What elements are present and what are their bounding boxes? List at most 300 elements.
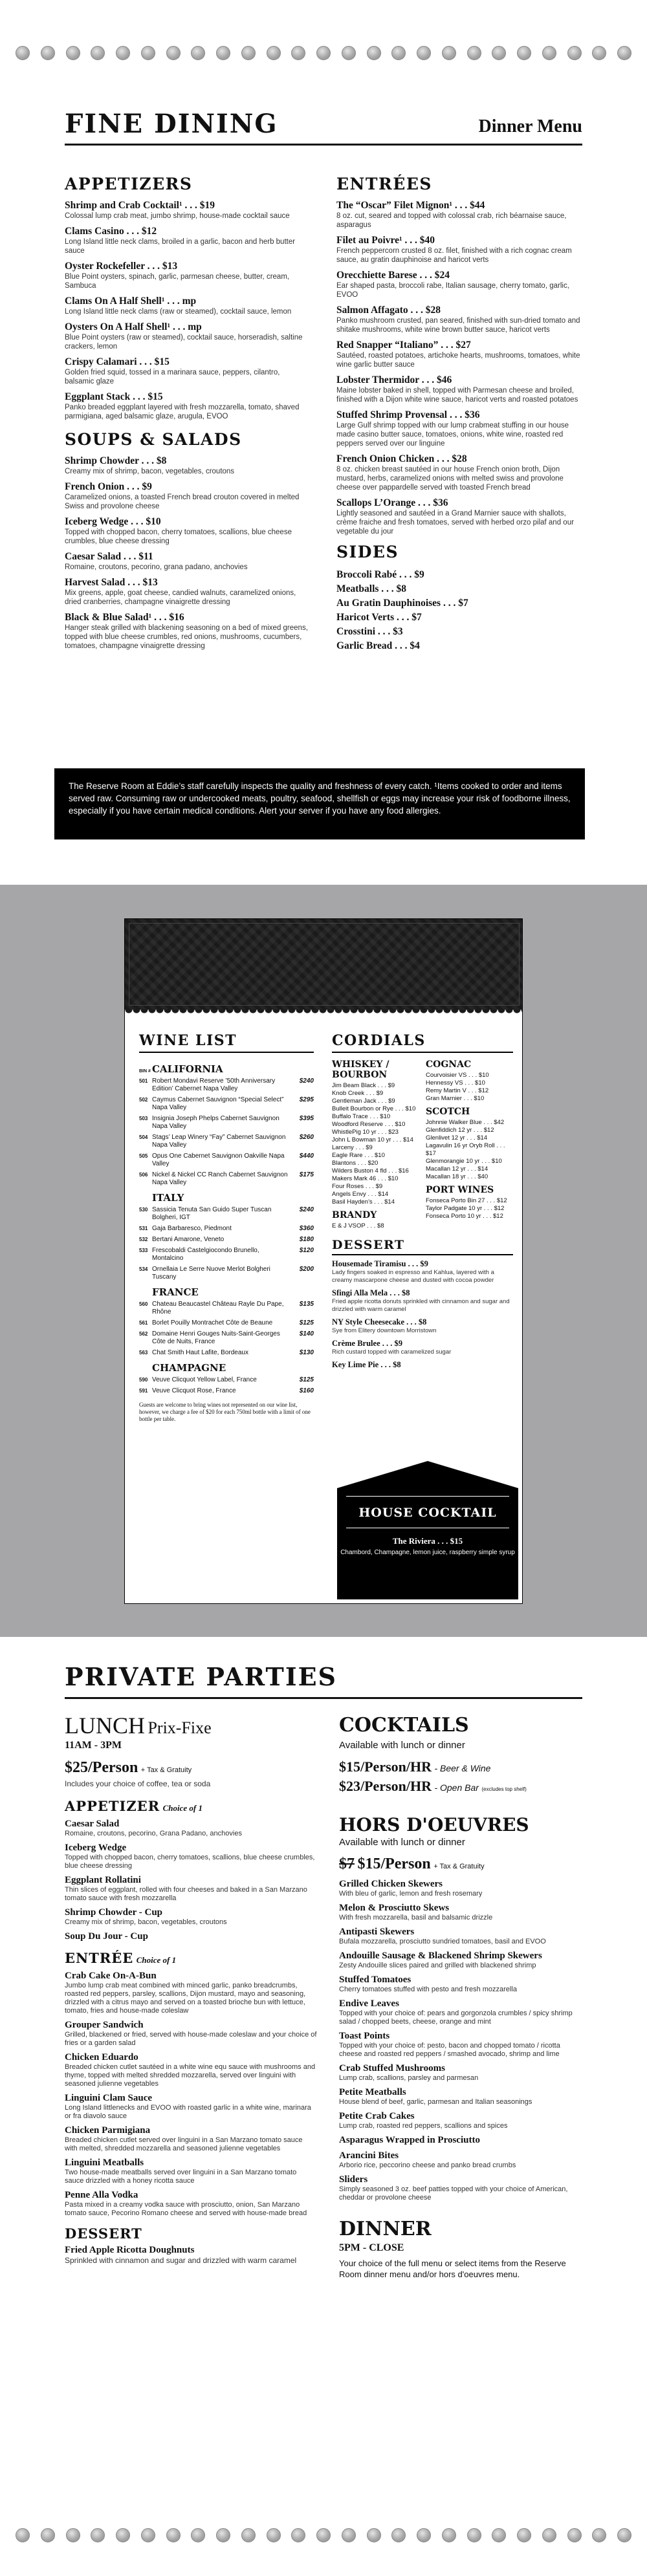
menu-item-name: Salmon Affagato . . . $28: [336, 305, 441, 316]
wine-row: [139, 1330, 314, 1346]
hors-old-price: $7: [339, 1856, 355, 1872]
wine-bin: 533: [139, 1248, 148, 1253]
menu-item-desc: Lightly seasoned and sautéed in a Grand Marnier sauce with shallots, crème fraiche and fresh tomatoes, served with herbed orzo pilaf and our vegetable du jour: [336, 510, 574, 536]
binder-hole: [417, 46, 431, 60]
side-item: Meatballs . . . $8: [336, 583, 407, 594]
binder-hole: [391, 46, 406, 60]
hors-heading: HORS D'OEUVRES: [339, 1814, 529, 1835]
binder-hole: [442, 46, 456, 60]
wine-row: [139, 1319, 314, 1327]
dessert-name: Key Lime Pie . . . $8: [332, 1360, 401, 1369]
menu-item-desc: Panko breaded eggplant layered with fresh mozzarella, tomato, shaved parmigiana, aged balsamic glaze, arugula, EVOO: [65, 404, 300, 420]
binder-hole: [467, 2528, 481, 2542]
sides-heading: SIDES: [336, 543, 399, 561]
wine-price: $125: [299, 1319, 314, 1326]
binder-hole: [316, 2528, 331, 2542]
binder-hole: [291, 2528, 305, 2542]
pp-item-desc: Zesty Andouille slices paired and grilled with blackened shrimp: [339, 1962, 536, 1969]
binder-hole: [417, 2528, 431, 2542]
wine-price: $295: [299, 1096, 314, 1103]
cordial-item: Blantons . . . $20: [332, 1160, 378, 1167]
menu-item-name: Harvest Salad . . . $13: [65, 577, 158, 588]
lunch-appetizer-heading: APPETIZER: [65, 1798, 160, 1814]
house-cocktail-desc: Chambord, Champagne, lemon juice, raspberry simple syrup: [340, 1549, 515, 1556]
menu-item-desc: Colossal lump crab meat, jumbo shrimp, house-made cocktail sauce: [65, 212, 290, 220]
pp-item-name: Andouille Sausage & Blackened Shrimp Skewers: [339, 1951, 542, 1961]
dinner-menu-subtitle: Dinner Menu: [478, 116, 582, 136]
menu-item: [65, 296, 311, 316]
wine-price: $240: [299, 1206, 314, 1213]
dessert-rule: [332, 1254, 513, 1255]
pp-item-name: Grouper Sandwich: [65, 2020, 144, 2030]
wine-name: Veuve Clicquot Rose, France: [152, 1387, 236, 1394]
lunch-appetizer-choice: Choice of 1: [162, 1803, 203, 1813]
cordial-item: E & J VSOP . . . $8: [332, 1222, 384, 1229]
lunch-dessert-desc: Sprinkled with cinnamon and sugar and drizzled with warm caramel: [65, 2256, 297, 2265]
pp-item-desc: Thin slices of eggplant, rolled with four cheeses and baked in a San Marzano tomato sauce with fresh mozzarella: [65, 1886, 307, 1902]
binder-hole: [391, 2528, 406, 2542]
binder-hole: [166, 2528, 181, 2542]
house-cocktail-name: The Riviera . . . $15: [392, 1536, 463, 1546]
pp-item: [65, 2092, 317, 2121]
cordial-item: Bulleit Bourbon or Rye . . . $10: [332, 1105, 416, 1112]
cordial-group-heading: COGNAC: [426, 1059, 472, 1070]
cordial-item: Lagavulin 16 yr Oryb Roll . . . $17: [426, 1142, 505, 1157]
menu-item-name: Caesar Salad . . . $11: [65, 551, 153, 562]
card-scallop-edge: [125, 1010, 523, 1017]
wine-bin: 502: [139, 1097, 148, 1103]
pp-item-name: Linguini Meatballs: [65, 2158, 144, 2168]
binder-hole: [141, 2528, 155, 2542]
dessert-heading: DESSERT: [332, 1238, 405, 1252]
menu-item-desc: 8 oz. cut, seared and topped with colossal crab, rich béarnaise sauce, asparagus: [336, 212, 567, 229]
menu-item-name: Oyster Rockefeller . . . $13: [65, 261, 178, 272]
pp-item-name: Crab Cake On-A-Bun: [65, 1971, 157, 1981]
cordial-item: Larceny . . . $9: [332, 1144, 373, 1151]
cordial-group-heading: PORT WINES: [426, 1185, 494, 1195]
wine-bin: 501: [139, 1078, 148, 1084]
house-cocktail-box: [337, 1488, 518, 1599]
pp-item-name: Arancini Bites: [339, 2150, 399, 2161]
menu-item-desc: Ear shaped pasta, broccoli rabe, Italian sausage, cherry tomato, garlic, EVOO: [336, 282, 569, 299]
wine-bin: 591: [139, 1388, 148, 1394]
pp-item-name: Chicken Parmigiana: [65, 2125, 151, 2136]
cordial-item: Glenfiddich 12 yr . . . $12: [426, 1127, 494, 1134]
binder-hole: [517, 2528, 531, 2542]
appetizers-heading: APPETIZERS: [65, 175, 193, 193]
menu-item: [65, 200, 311, 221]
binder-hole: [567, 46, 582, 60]
pp-item-desc: Lump crab, roasted red peppers, scallions and spices: [339, 2122, 508, 2130]
cordials-heading: CORDIALS: [332, 1032, 426, 1049]
pp-item: [339, 1902, 585, 1922]
cordial-item: Gran Marnier . . . $10: [426, 1095, 485, 1102]
menu-item-desc: Caramelized onions, a toasted French bread crouton covered in melted Swiss and provolone cheese: [65, 493, 300, 510]
dessert-name: Sfingi Alla Mela . . . $8: [332, 1288, 410, 1297]
wine-name: Stags’ Leap Winery “Fay” Cabernet Sauvignon Napa Valley: [152, 1134, 286, 1149]
pp-item-name: Penne Alla Vodka: [65, 2190, 138, 2200]
pp-item-name: Chicken Eduardo: [65, 2052, 138, 2062]
wine-category-row: [139, 1058, 314, 1077]
wine-row: [139, 1225, 314, 1233]
binder-hole: [442, 2528, 456, 2542]
menu-item: [65, 577, 311, 607]
wine-row: [139, 1387, 314, 1395]
pp-item-desc: Bufala mozzarella, prosciutto sundried tomatoes, basil and EVOO: [339, 1938, 546, 1945]
menu-item: [336, 200, 582, 230]
binder-hole: [216, 2528, 230, 2542]
house-cocktail-roof: [337, 1461, 518, 1488]
fine-dining-title: FINE DINING: [65, 109, 278, 139]
cordial-item: Taylor Padgate 10 yr . . . $12: [426, 1205, 505, 1212]
cordial-item: Glenmorangie 10 yr . . . $10: [426, 1158, 502, 1165]
pp-item-desc: Two house-made meatballs served over linguini in a San Marzano tomato sauce drizzled with a honey ricotta sauce: [65, 2169, 297, 2185]
cordial-item: WhistlePig 10 yr . . . $23: [332, 1129, 399, 1136]
entrees-heading: ENTRÉES: [336, 175, 432, 193]
pp-item-desc: Pasta mixed in a creamy vodka sauce with prosciutto, onion, San Marzano tomato sauce, Pecorino Romano cheese and served with house-made bread: [65, 2201, 307, 2217]
menu-item-name: French Onion . . . $9: [65, 481, 152, 492]
wine-price: $125: [299, 1376, 314, 1383]
pp-item: [339, 2134, 585, 2146]
dessert-desc: Rich custard topped with caramelized sugar: [332, 1348, 452, 1356]
menu-item-name: Scallops L’Orange . . . $36: [336, 497, 448, 508]
dessert-desc: Fried apple ricotta donuts sprinkled with cinnamon and sugar and drizzled with warm caramel: [332, 1298, 510, 1313]
menu-item: [65, 551, 311, 572]
menu-item-desc: Long Island little neck clams, broiled in a garlic, bacon and herb butter sauce: [65, 238, 296, 255]
pp-item-desc: Cherry tomatoes stuffed with pesto and fresh mozzarella: [339, 1986, 517, 1993]
cordial-item: Fonseca Porto Bin 27 . . . $12: [426, 1197, 507, 1204]
pp-item: [339, 2174, 585, 2202]
cordials-rule: [332, 1052, 513, 1053]
pp-item-name: Antipasti Skewers: [339, 1927, 415, 1937]
pp-item-desc: Breaded chicken cutlet sautéed in a white wine equ sauce with mushrooms and thyme, topped with melted shredded mozzarella, served over linguini with seasoned julienne vegetables: [65, 2063, 316, 2088]
cordial-group-heading: BRANDY: [332, 1210, 377, 1220]
wine-bin: 531: [139, 1226, 148, 1231]
dessert-list: [332, 1259, 513, 1370]
cordials-col-2: [426, 1055, 513, 1230]
pp-item-name: Melon & Prosciutto Skews: [339, 1903, 450, 1913]
pp-item: [65, 1874, 317, 1903]
pp-item: [65, 2125, 317, 2153]
binder-hole: [542, 2528, 556, 2542]
menu-item-desc: Large Gulf shrimp topped with our lump crabmeat stuffing in our house made casino butter sauce, tomatoes, onions, white wine, roasted red peppers served over our linguine: [336, 422, 569, 448]
binder-hole: [367, 46, 381, 60]
wine-row: [139, 1171, 314, 1187]
binder-hole: [542, 46, 556, 60]
binder-hole: [592, 46, 606, 60]
pp-item-desc: Long Island littlenecks and EVOO with roasted garlic in a white wine, marinara or fra diavolo sauce: [65, 2104, 311, 2120]
binder-hole: [241, 46, 256, 60]
menu-item-name: Filet au Poivre¹ . . . $40: [336, 235, 435, 246]
hors-price: $15/Person: [357, 1856, 431, 1872]
wine-name: Gaja Barbaresco, Piedmont: [152, 1225, 232, 1232]
menu-item-name: Oysters On A Half Shell¹ . . . mp: [65, 321, 202, 332]
wine-price: $175: [299, 1171, 314, 1178]
pp-item-name: Linguini Clam Sauce: [65, 2093, 153, 2103]
menu-item-name: Clams On A Half Shell¹ . . . mp: [65, 296, 197, 307]
dinner-time: 5PM - CLOSE: [339, 2242, 404, 2253]
menu-item-name: Stuffed Shrimp Provensal . . . $36: [336, 409, 480, 420]
side-item: Crosstini . . . $3: [336, 626, 403, 637]
side-item: Haricot Verts . . . $7: [336, 612, 422, 623]
menu-item: [65, 455, 311, 476]
wine-category-heading: CHAMPAGNE: [152, 1362, 226, 1374]
binder-hole: [16, 2528, 30, 2542]
wine-name: Chat Smith Haut Lafite, Bordeaux: [152, 1349, 248, 1356]
pp-item: [65, 1970, 317, 2015]
pp-item-name: Sliders: [339, 2174, 368, 2185]
pp-rule: [65, 1697, 582, 1699]
wine-name: Ornellaia Le Serre Nuove Merlot Bolgheri Tuscany: [152, 1266, 270, 1281]
cordial-item: Wilders Buston 4 fld . . . $16: [332, 1167, 409, 1174]
private-parties-title: PRIVATE PARTIES: [65, 1662, 338, 1691]
menu-item-name: Red Snapper “Italiano” . . . $27: [336, 340, 471, 351]
binder-dots-bottom: [0, 2522, 647, 2548]
pp-item-name: Grilled Chicken Skewers: [339, 1879, 443, 1889]
menu-item-name: Clams Casino . . . $12: [65, 226, 157, 237]
wine-price: $135: [299, 1301, 314, 1308]
cordials-col-1: [332, 1055, 419, 1230]
menu-item-name: Black & Blue Salad¹ . . . $16: [65, 612, 184, 623]
pp-item: [339, 2062, 585, 2083]
entrees-list: [336, 200, 582, 536]
wine-row: [139, 1301, 314, 1316]
pp-item: [339, 1950, 585, 1970]
wine-price: $180: [299, 1236, 314, 1243]
pp-item-name: Toast Points: [339, 2031, 390, 2041]
cordial-item: Glenlivet 12 yr . . . $14: [426, 1134, 488, 1142]
binder-hole: [141, 46, 155, 60]
pp-item: [65, 2051, 317, 2088]
cordial-item: Macallan 18 yr . . . $40: [426, 1173, 488, 1180]
cordial-item: Basil Hayden’s . . . $14: [332, 1198, 395, 1206]
wine-price: $440: [299, 1153, 314, 1160]
cocktails-sub: Available with lunch or dinner: [339, 1740, 465, 1751]
wine-card: [124, 918, 523, 1604]
wine-price: $260: [299, 1134, 314, 1141]
wine-row: [139, 1115, 314, 1131]
binder-hole: [91, 46, 105, 60]
allergy-notice: The Reserve Room at Eddie’s staff carefully inspects the quality and freshness of every catch. ¹Items cooked to order and items served raw. Consuming raw or undercooked meats, poultry, seafood, shellfish or eggs may increase your risk of foodborne illness, especially if you have certain medical conditions. Alert your server if you have any food allergies.: [54, 768, 585, 839]
cordial-item: Gentleman Jack . . . $9: [332, 1098, 395, 1105]
binder-hole: [492, 2528, 506, 2542]
binder-hole: [567, 2528, 582, 2542]
wine-category-heading: FRANCE: [152, 1286, 199, 1298]
pp-item-desc: Topped with your choice of: pesto, bacon and chopped tomato / ricotta cheese and roasted red peppers / smashed avocado, shrimp and lime: [339, 2042, 560, 2058]
pp-item-desc: Topped with your choice of: pears and gorgonzola crumbles / spicy shrimp salad / chopped beets, cheese, orange and mint: [339, 2009, 573, 2026]
cordial-item: John L Bowman 10 yr . . . $14: [332, 1136, 413, 1143]
wine-bin: 562: [139, 1331, 148, 1337]
wine-price: $160: [299, 1387, 314, 1394]
cordial-item: Angels Envy . . . $14: [332, 1191, 389, 1198]
title-rule: [65, 144, 582, 146]
dessert-name: Crème Brulee . . . $9: [332, 1339, 402, 1348]
binder-hole: [116, 46, 130, 60]
cordial-item: Jim Beam Black . . . $9: [332, 1082, 395, 1089]
binder-hole: [592, 2528, 606, 2542]
cordial-item: Four Roses . . . $9: [332, 1183, 383, 1190]
pp-item: [65, 1907, 317, 1927]
menu-item: [336, 453, 582, 492]
lunch-heading: LUNCH: [65, 1713, 145, 1738]
cordial-item: Hennessy VS . . . $10: [426, 1079, 485, 1087]
pp-item-desc: Creamy mix of shrimp, bacon, vegetables, croutons: [65, 1918, 227, 1926]
binder-hole: [16, 46, 30, 60]
pp-item-name: Asparagus Wrapped in Prosciutto: [339, 2135, 480, 2145]
hors-sub: Available with lunch or dinner: [339, 1837, 465, 1848]
pp-item-desc: Arborio rice, peccorino cheese and panko bread crumbs: [339, 2161, 516, 2169]
dessert-desc: Sye from Elitery downtown Morristown: [332, 1327, 437, 1334]
pp-item-desc: With fresh mozzarella, basil and balsamic drizzle: [339, 1914, 493, 1921]
pp-item: [65, 2019, 317, 2048]
wine-categories: [139, 1058, 314, 1395]
lunch-appetizers-list: [65, 1818, 317, 1942]
cordial-item: Johnnie Walker Blue . . . $42: [426, 1119, 505, 1126]
lunch-price: $25/Person: [65, 1759, 138, 1776]
open-bar-exclusion: (excludes top shelf): [481, 1786, 527, 1792]
dessert-name: Housemade Tiramisu . . . $9: [332, 1259, 428, 1268]
side-item: Broccoli Rabé . . . $9: [336, 569, 424, 580]
pp-item: [65, 1931, 317, 1942]
binder-hole: [517, 46, 531, 60]
binder-hole: [617, 2528, 631, 2542]
pp-item: [339, 2030, 585, 2059]
menu-item-name: Orecchiette Barese . . . $24: [336, 270, 450, 281]
wine-name: Frescobaldi Castelgiocondo Brunello, Montalcino: [152, 1247, 259, 1262]
menu-item-name: Crispy Calamari . . . $15: [65, 356, 170, 367]
wine-row: [139, 1266, 314, 1281]
binder-hole: [492, 46, 506, 60]
pp-item-desc: Lump crab, scallions, parsley and parmesan: [339, 2074, 479, 2082]
wine-price: $360: [299, 1225, 314, 1232]
cordial-item: Woodford Reserve . . . $10: [332, 1121, 406, 1128]
wine-price: $395: [299, 1115, 314, 1122]
wine-category-heading: CALIFORNIA: [152, 1063, 223, 1075]
menu-item: [65, 261, 311, 290]
wine-name: Caymus Cabernet Sauvignon “Special Select” Napa Valley: [152, 1096, 284, 1111]
wine-price: $240: [299, 1077, 314, 1085]
wine-rule: [139, 1052, 314, 1053]
wine-bin: 506: [139, 1172, 148, 1178]
pp-item-name: Eggplant Rollatini: [65, 1875, 141, 1885]
lunch-column: [65, 1713, 317, 2266]
open-bar-label: - Open Bar: [434, 1782, 479, 1793]
cordial-item: Makers Mark 46 . . . $10: [332, 1175, 399, 1182]
wine-bin: 530: [139, 1207, 148, 1213]
pp-item: [65, 1818, 317, 1838]
lunch-dessert-name: Fried Apple Ricotta Doughnuts: [65, 2245, 195, 2255]
binder-hole: [191, 2528, 205, 2542]
binder-hole: [41, 46, 55, 60]
wine-row: [139, 1153, 314, 1168]
menu-item-desc: Blue Point oysters, spinach, garlic, parmesan cheese, butter, cream, Sambuca: [65, 273, 290, 290]
menu-item-desc: Sautéed, roasted potatoes, artichoke hearts, mushrooms, tomatoes, white wine garlic butter sauce: [336, 352, 580, 369]
pp-item-name: Endive Leaves: [339, 1998, 399, 2009]
pp-item-desc: Jumbo lump crab meat combined with minced garlic, panko breadcrumbs, roasted red peppers, parsley, scallions, Dijon mustard, mayo and seasoning, drizzled with a citrus mayo and served on a toasted brioche bun with lettuce, tomato, fries and house-made coleslaw: [65, 1982, 306, 2015]
pp-item-desc: Simply seasoned 3 oz. beef patties topped with your choice of American, cheddar or provolone cheese: [339, 2185, 568, 2202]
wine-name: Bertani Amarone, Veneto: [152, 1236, 225, 1243]
pp-item-desc: Breaded chicken cutlet served over linguini in a San Marzano tomato sauce with melted, shredded mozzarella and seasoned julienne vegetables: [65, 2136, 303, 2152]
menu-item: [336, 270, 582, 299]
binder-hole: [191, 46, 205, 60]
binder-hole: [66, 2528, 80, 2542]
menu-item-desc: Hanger steak grilled with blackening seasoning on a bed of mixed greens, topped with blue cheese crumbles, red onions, mushrooms, cucumbers, tomatoes, champagne vinaigrette dressing: [65, 624, 308, 650]
wine-price: $200: [299, 1266, 314, 1273]
wine-bin: 505: [139, 1153, 148, 1159]
appetizers-list: [65, 200, 311, 421]
pp-item: [339, 1926, 585, 1946]
menu-item: [65, 612, 311, 651]
pp-item-name: Stuffed Tomatoes: [339, 1975, 411, 1985]
cordial-group-heading: WHISKEY / BOURBON: [332, 1059, 389, 1080]
menu-item-name: Eggplant Stack . . . $15: [65, 391, 163, 402]
wine-category-heading: ITALY: [152, 1192, 184, 1204]
wine-name: Borlet Pouilly Montrachet Côte de Beaune: [152, 1319, 273, 1326]
wine-row: [139, 1096, 314, 1112]
menu-item-name: Shrimp and Crab Cocktail¹ . . . $19: [65, 200, 215, 211]
menu-item: [65, 481, 311, 511]
cordial-item: Eagle Rare . . . $10: [332, 1152, 385, 1159]
binder-hole: [342, 2528, 356, 2542]
binder-hole: [166, 46, 181, 60]
menu-item-desc: Maine lobster baked in shell, topped with Parmesan cheese and broiled, finished with a Dijon white wine sauce, haricot verts and roasted potatoes: [336, 387, 578, 404]
wine-bin: 590: [139, 1377, 148, 1383]
cocktails-column: [339, 1713, 585, 2280]
wine-name: Nickel & Nickel CC Ranch Cabernet Sauvignon Napa Valley: [152, 1171, 288, 1186]
pp-item: [339, 1878, 585, 1898]
cordial-item: Remy Martin V . . . $12: [426, 1087, 489, 1094]
lunch-entrees-list: [65, 1970, 317, 2218]
wine-row: [139, 1349, 314, 1357]
menu-item: [336, 374, 582, 404]
lunch-entree-choice: Choice of 1: [136, 1955, 177, 1965]
lunch-prix-fixe: Prix-Fixe: [148, 1718, 212, 1737]
wine-name: Insignia Joseph Phelps Cabernet Sauvignon Napa Valley: [152, 1115, 280, 1130]
menu-item-desc: Blue Point oysters (raw or steamed), cocktail sauce, horseradish, saltine crackers, lemon: [65, 334, 303, 351]
hors-price-note: + Tax & Gratuity: [433, 1863, 485, 1870]
binder-hole: [267, 2528, 281, 2542]
soups-list: [65, 455, 311, 651]
wine-name: Opus One Cabernet Sauvignon Oakville Napa Valley: [152, 1153, 285, 1167]
open-bar-price: $23/Person/HR: [339, 1778, 432, 1794]
side-item: Au Gratin Dauphinoises . . . $7: [336, 598, 468, 609]
pp-item-name: Crab Stuffed Mushrooms: [339, 2063, 445, 2073]
pp-item-desc: Grilled, blackened or fried, served with house-made coleslaw and your choice of fries or a garden salad: [65, 2031, 317, 2047]
pp-item: [339, 2086, 585, 2106]
wine-row: [139, 1134, 314, 1149]
menu-item-desc: Golden fried squid, tossed in a marinara sauce, peppers, cilantro, balsamic glaze: [65, 369, 280, 385]
menu-item-desc: French peppercorn crusted 8 oz. filet, finished with a rich cognac cream sauce, au gratin dauphinoise and haricot verts: [336, 247, 572, 264]
beer-wine-label: - Beer & Wine: [434, 1763, 491, 1773]
menu-item-name: French Onion Chicken . . . $28: [336, 453, 467, 464]
pp-item: [65, 2189, 317, 2218]
wine-row: [139, 1236, 314, 1244]
wine-bin: 504: [139, 1134, 148, 1140]
wine-bin: 534: [139, 1266, 148, 1272]
menu-item: [65, 356, 311, 386]
card-header-pattern: [125, 919, 523, 1010]
pp-item: [339, 2110, 585, 2130]
binder-hole: [367, 2528, 381, 2542]
binder-hole: [467, 46, 481, 60]
hors-list: [339, 1878, 585, 2202]
menu-item-desc: Panko mushroom crusted, pan seared, finished with sun-dried tomato and shitake mushrooms, white wine brown butter sauce, haricot verts: [336, 317, 580, 334]
wine-row: [139, 1077, 314, 1093]
soups-heading: SOUPS & SALADS: [65, 430, 242, 449]
right-column: [336, 175, 582, 653]
menu-item: [65, 321, 311, 351]
side-item: Garlic Bread . . . $4: [336, 640, 420, 651]
